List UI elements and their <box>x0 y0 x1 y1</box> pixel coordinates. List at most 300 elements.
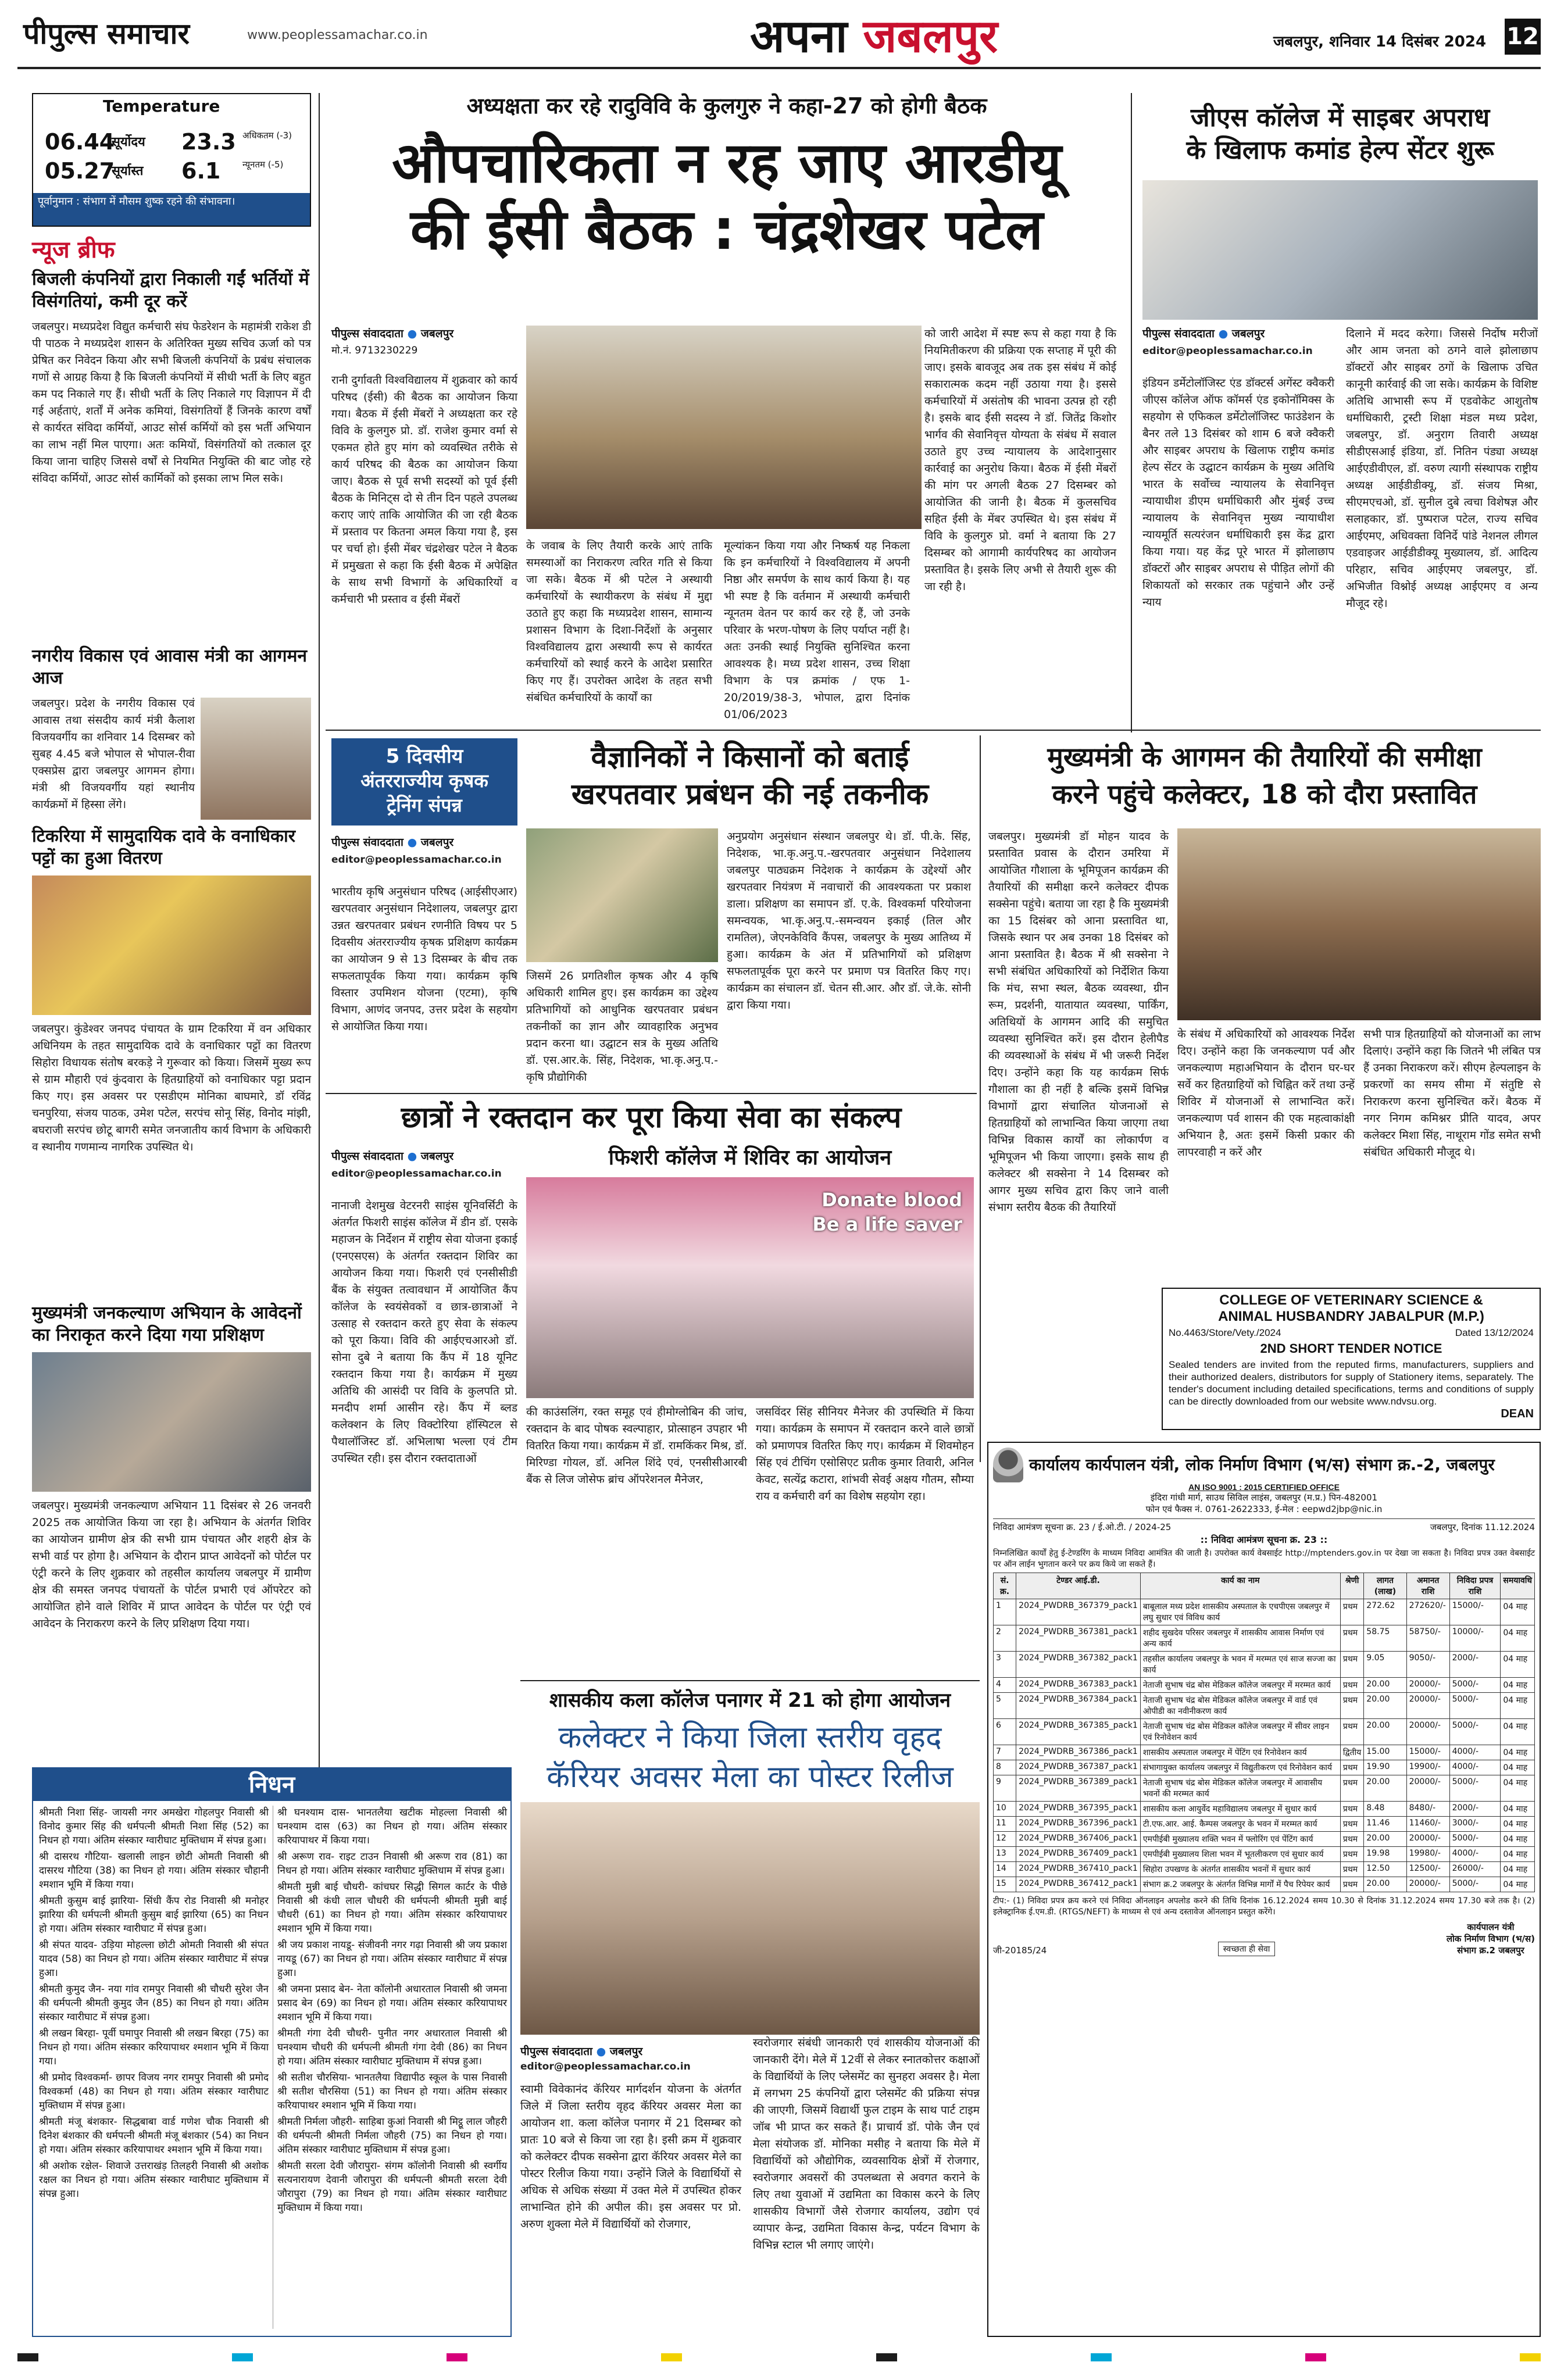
blood-banner-text-2: Be a life saver <box>812 1213 962 1235</box>
byline-name: पीपुल्स संवाददाता <box>520 2045 592 2058</box>
table-cell: 19.98 <box>1364 1847 1406 1862</box>
table-cell: 20000/- <box>1406 1775 1449 1802</box>
table-row <box>994 1745 1535 1760</box>
weather-box <box>32 93 311 227</box>
website-link[interactable]: www.peoplessamachar.co.in <box>247 28 428 42</box>
dateline: जबलपुर, शनिवार 14 दिसंबर 2024 <box>1273 33 1487 51</box>
pwd-sign-2: लोक निर्माण विभाग (भ/स) <box>1446 1934 1535 1944</box>
masthead-rule <box>17 67 1541 69</box>
cm-col-1: जबलपुर। मुख्यमंत्री डॉ मोहन यादव के प्रस्तावित प्रवास के दौरान उमरिया में आयोजित गौशाला के भूमिपूजन कार्यक्रम की तैयारियों की समीक्षा करने कलेक्टर दीपक सक्सेना पहुंचे। बताया जा रहा है कि मुख्यमंत्री का 15 दिसंबर को आना प्रस्तावित था, जिसके स्थान पर अब उनका 18 दिसंबर को आना प्रस्तावित है। बैठक में श्री सक्सेना ने सभी संबंधित अधिकारियों को निर्देशित किया कि मंच, सभा स्थल, बैठक व्यवस्था, ग्रीन रूम, प्रदर्शनी, यातायात व्यवस्था, पार्किंग, अतिथियों के आगमन आदि की समुचित व्यवस्था सुनिश्चित करें। इस दौरान हेलीपैड की व्यवस्थाओं के संबंध में भी जरूरी निर्देश दिए। उन्होंने कहा कि यह कार्यक्रम सिर्फ गौशाला का ही नहीं है बल्कि इसमें विभिन्न विभागों द्वारा संचालित योजनाओं से हितग्राहियों को लाभान्वित किया जाएगा तथा विभिन्न विकास कार्यों का लोकार्पण व भूमिपूजन भी किया जाएगा। इसके साथ ही कलेक्टर श्री सक्सेना ने 14 दिसम्बर को आगर मुख्य सचिव द्वारा किए जाने वाली संभाग स्तरीय बैठक की तैयारियों <box>988 830 1173 1214</box>
table-cell: 19980/- <box>1406 1847 1449 1862</box>
table-cell: 2024_PWDRB_367387_pack1 <box>1016 1760 1141 1775</box>
training-room-photo <box>32 1352 311 1492</box>
career-headline-2: कॅरियर अवसर मेला का पोस्टर रिलीज <box>547 1760 954 1795</box>
table-cell: 7 <box>994 1745 1016 1760</box>
table-cell: 04 माह <box>1501 1652 1535 1678</box>
table-cell: तहसील कार्यालय जबलपुर के भवन में मरम्मत एवं साज सज्जा का कार्य <box>1140 1652 1340 1678</box>
byline-city: जबलपुर <box>1231 327 1265 340</box>
training-box-title-2: अंतरराज्यीय कृषक <box>360 770 488 792</box>
table-cell: 2024_PWDRB_367379_pack1 <box>1016 1599 1141 1625</box>
table-cell: 20.00 <box>1364 1678 1406 1693</box>
table-row <box>994 1599 1535 1625</box>
obituary-entry: श्री अरूण राव- राइट टाउन निवासी श्री अरूण राव (81) का निधन हो गया। अंतिम संस्कार ग्वारीघाट मुक्तिधाम में संपन्न हुआ। <box>277 1851 507 1877</box>
table-row <box>994 1832 1535 1847</box>
byline-name: पीपुल्स संवाददाता <box>331 327 403 340</box>
obituary-title-bar <box>33 1768 510 1801</box>
obituary-entry: श्री जमना प्रसाद बेन- नेता कॉलोनी अधारताल निवासी श्री जमना प्रसाद बेन (69) का निधन हो गया। अंतिम संस्कार करियापाथर श्मशान भूमि में किया गया। <box>277 1984 507 2023</box>
table-cell: 58750/- <box>1406 1625 1449 1652</box>
table-cell: 20.00 <box>1364 1719 1406 1745</box>
table-cell: प्रथम <box>1340 1802 1363 1817</box>
obituary-box <box>32 1767 512 2337</box>
table-cell: 04 माह <box>1501 1862 1535 1877</box>
max-label: अधिकतम (-3) <box>242 130 292 141</box>
table-cell: 272.62 <box>1364 1599 1406 1625</box>
table-cell: 2024_PWDRB_367406_pack1 <box>1016 1832 1141 1847</box>
table-cell: 8480/- <box>1406 1802 1449 1817</box>
lead-col-3: मूल्यांकन किया गया और निष्कर्ष यह निकला कि इन कर्मचारियों ने विश्वविद्यालय में अपनी निष्ठा और समर्पण के साथ कार्य किया है। यह भी स्पष्ट है कि वर्तमान में अस्थायी कर्मचारी न्यूनतम वेतन पर कार्य कर रहे हैं, जो उनके परिवार के भरण-पोषण के लिए पर्याप्त नहीं है। अतः उनकी स्थाई नियुक्ति सुनिश्चित करना आवश्यक है। मध्य प्रदेश शासन, उच्च शिक्षा विभाग के पत्र क्रमांक / एफ 1-20/2019/38-3, भोपाल, द्वारा दिनांक 01/06/2023 <box>724 539 914 721</box>
brand-logo <box>23 13 190 52</box>
table-row <box>994 1877 1535 1892</box>
college-title-1: COLLEGE OF VETERINARY SCIENCE & <box>1219 1292 1483 1308</box>
blood-col-3: जसविंदर सिंह सीनियर मैनेजर की उपस्थिति में किया गया। कार्यक्रम के समापन में रक्तदान करने वाले छात्रों को प्रमाणपत्र वितरित किए गए। कार्यक्रम में शिवमोहन सिंह एवं टीचिंग एसोसिएट प्रतीक कुमार तिवारी, अनिल केवट, सत्येंद्र कटारा, शांभवी सेवई अक्षय गौतम, सौम्या राय व कर्मचारी वर्ग का विशेष सहयोग रहा। <box>756 1406 978 1503</box>
table-row <box>994 1847 1535 1862</box>
section-title-b: जबलपुर <box>863 10 998 63</box>
ec-meeting-photo <box>526 326 922 529</box>
table-cell: 12 <box>994 1832 1016 1847</box>
lead-col-4: को जारी आदेश में स्पष्ट रूप से कहा गया है कि नियमितीकरण की प्रक्रिया एक सप्ताह में पूरी की जाए। इसके बावजूद अब तक इस संबंध में कोई सकारात्मक कदम नहीं उठाया गया है। इससे कर्मचारियों में असंतोष की भावना उत्पन्न हो रही है। इसके बाद ईसी सदस्य ने डॉ. जितेंद्र किशोर भार्गव की सेवानिवृत्त योग्यता के संबंध में सवाल उठाते हुए उच्च न्यायालय के आदेशानुसार कार्रवाई का अनुरोध किया। बैठक में ईसी मेंबरों की मांग पर अगली बैठक 27 दिसम्बर को आयोजित की जानी है। बैठक में कुलसचिव सहित ईसी के मेंबर उपस्थित थे। इस संबंध में विवि के कुलगुरु प्रो. वर्मा ने बताया कि 27 दिसम्बर को आगामी कार्यपरिषद का आयोजन प्रस्तावित है। इसके लिए अभी से तैयारी शुरू की जा रही है। <box>924 327 1120 593</box>
table-cell: 2024_PWDRB_367382_pack1 <box>1016 1652 1141 1678</box>
obituary-entry: श्रीमती सरला देवी जौरापुरा- संगम कॉलोनी निवासी श्री स्वर्गीय सत्यनारायण देवानी जौरापुरा की धर्मपत्नी श्रीमती सरला देवी जौरापुरा (79) का निधन हो गया। अंतिम संस्कार ग्वारीघाट मुक्तिधाम में किया गया। <box>277 2160 507 2214</box>
training-col-1: भारतीय कृषि अनुसंधान परिषद (आईसीएआर) खरपतवार अनुसंधान निदेशालय, जबलपुर द्वारा उन्नत खरपतवार प्रबंधन रणनीति विषय पर 5 दिवसीय अंतरराज्यीय कृषक प्रशिक्षण कार्यक्रम का आयोजन 9 से 13 दिसम्बर के बीच तक सफलतापूर्वक किया गया। कार्यक्रम कृषि विस्तार उपमिशन योजना (एटमा), कृषि विभाग, आणंद जनपद, उत्तर प्रदेश के सहयोग से आयोजित किया गया। <box>331 885 522 1033</box>
table-cell: 12500/- <box>1406 1862 1449 1877</box>
emblem-icon <box>993 1448 1023 1482</box>
masthead <box>0 0 1557 69</box>
obituary-column-1 <box>39 1806 269 2203</box>
obituary-title: निधन <box>248 1771 295 1798</box>
table-cell: 11 <box>994 1817 1016 1832</box>
table-cell: 20000/- <box>1406 1693 1449 1719</box>
table-header-row <box>994 1573 1535 1599</box>
table-cell: 2000/- <box>1449 1802 1501 1817</box>
table-cell: 5000/- <box>1449 1832 1501 1847</box>
obituary-entry: श्री जय प्रकाश नायडू- संजीवनी नगर गढ़ा निवासी श्री जय प्रकाश नायडू (67) का निधन हो गया। अंतिम संस्कार ग्वारीघाट में संपन्न हुआ। <box>277 1939 507 1979</box>
table-cell: 2024_PWDRB_367384_pack1 <box>1016 1693 1141 1719</box>
table-cell: 10000/- <box>1449 1625 1501 1652</box>
table-cell: 9.05 <box>1364 1652 1406 1678</box>
table-cell: 12.50 <box>1364 1862 1406 1877</box>
obituary-entry: श्री प्रमोद विश्वकर्मा- छापर विजय नगर रामपुर निवासी श्री प्रमोद विश्वकर्मा (48) का निधन हो गया। अंतिम संस्कार ग्वारीघाट मुक्तिधाम में संपन्न हुआ। <box>39 2072 269 2111</box>
table-cell: 3 <box>994 1652 1016 1678</box>
table-cell: प्रथम <box>1340 1877 1363 1892</box>
blood-byline: पीपुल्स संवाददाता ● जबलपुर editor@peoplessamachar.co.in <box>331 1148 517 1180</box>
obituary-entry: श्रीमती मंजू बंशकार- सिद्धबाबा वार्ड गणेश चौक निवासी श्री दिनेश बंशकार की धर्मपत्नी श्रीमती मंजू बंशकार (54) का निधन हो गया। अंतिम संस्कार करियापाथर श्मशान भूमि में किया गया। <box>39 2116 269 2156</box>
table-cell: बाबूलाल मध्य प्रदेश शासकीय अस्पताल के एचपीएस जबलपुर में लघु सुधार एवं विविध कार्य <box>1140 1599 1340 1625</box>
table-row <box>994 1719 1535 1745</box>
table-cell: 2024_PWDRB_367395_pack1 <box>1016 1802 1141 1817</box>
pwd-slogan: स्वच्छता ही सेवा <box>1218 1942 1276 1956</box>
table-cell: 2024_PWDRB_367383_pack1 <box>1016 1678 1141 1693</box>
table-cell: 04 माह <box>1501 1802 1535 1817</box>
career-top-rule <box>520 1680 980 1681</box>
brief-headline: मुख्यमंत्री जनकल्याण अभियान के आवेदनों का निराकृत करने दिया गया प्रशिक्षण <box>32 1303 302 1345</box>
table-cell: 04 माह <box>1501 1745 1535 1760</box>
byline-email[interactable]: editor@peoplessamachar.co.in <box>1142 345 1313 357</box>
lead-headline-2: की ईसी बैठक : चंद्रशेखर पटेल <box>410 197 1044 262</box>
table-header-cell: समयावधि <box>1501 1573 1535 1599</box>
training-box-title-1: 5 दिवसीय <box>385 745 463 768</box>
table-cell: प्रथम <box>1340 1832 1363 1847</box>
pwd-tender-table <box>993 1573 1535 1892</box>
table-cell: 2024_PWDRB_367381_pack1 <box>1016 1625 1141 1652</box>
brief-headline: टिकरिया में सामुदायिक दावे के वनाधिकार पट्टों का हुआ वितरण <box>32 826 296 869</box>
cm-visit-headline <box>988 738 1541 813</box>
table-cell: नेताजी सुभाष चंद्र बोस मेडिकल कॉलेज जबलपुर में आवासीय भवनों की मरम्मत कार्य <box>1140 1775 1340 1802</box>
table-cell: 58.75 <box>1364 1625 1406 1652</box>
table-cell: 9 <box>994 1775 1016 1802</box>
table-cell: 2024_PWDRB_367412_pack1 <box>1016 1877 1141 1892</box>
college-signatory: DEAN <box>1501 1407 1534 1420</box>
table-cell: प्रथम <box>1340 1847 1363 1862</box>
cm-col-2: के संबंध में अधिकारियों को आवश्यक निर्देश दिए। उन्होंने कहा कि जनकल्याण पर्व और जनकल्याण महाअभियान के दौरान घर-घर सर्वे कर हितग्राहियों को चिह्नित करें तथा उन्हें शिविर में योजनाओं से लाभान्वित करें। जनकल्याण पर्व शासन की एक महत्वाकांक्षी अभियान है, अतः इसमें किसी प्रकार की लापरवाही न करें और <box>1177 1028 1359 1159</box>
table-header-cell: निविदा प्रपत्र राशि <box>1449 1573 1501 1599</box>
brief-item-2 <box>32 645 311 813</box>
table-cell: नेताजी सुभाष चंद्र बोस मेडिकल कॉलेज जबलपुर में वार्ड एवं ओपीडी का नवीनीकरण कार्य <box>1140 1693 1340 1719</box>
registration-bar <box>17 2353 1541 2365</box>
table-cell: 04 माह <box>1501 1775 1535 1802</box>
table-cell: 20000/- <box>1406 1678 1449 1693</box>
table-cell: 14 <box>994 1862 1016 1877</box>
table-cell: 20.00 <box>1364 1877 1406 1892</box>
table-cell: 272620/- <box>1406 1599 1449 1625</box>
college-ref-no: No.4463/Store/Vety./2024 <box>1169 1327 1281 1338</box>
lead-col-1: रानी दुर्गावती विश्वविद्यालय में शुक्रवार को कार्य परिषद (ईसी) की बैठक का आयोजन किया गया। बैठक में ईसी मेंबरों ने अध्यक्षता कर रहे विवि के कुलगुरु प्रो. डॉ. राजेश कुमार वर्मा से एकमत होते हुए मांग को व्यवस्थित तरीके से कार्य परिषद की बैठक का आयोजन किया जाए। बैठक से पूर्व सभी सदस्यों को पूर्व ईसी बैठक के मिनिट्स दो से तीन दिन पहले उपलब्ध कराए जाएं ताकि आयोजित की जा रही बैठक में प्रस्ताव पर कितना अमल किया गया है, इस पर चर्चा हो। ईसी मेंबर चंद्रशेखर पटेल ने बैठक में प्रमुखता से कहा कि ईसी बैठक में अपेक्षित के साथ सभी विभागों के अधिकारियों व कर्मचारी भी प्रस्ताव व ईसी मेंबरों <box>331 374 522 606</box>
byline-city: जबलपुर <box>420 327 454 340</box>
table-cell: संभागायुक्त कार्यालय जबलपुर में विद्युतीकरण एवं रिनोवेशन कार्य <box>1140 1760 1340 1775</box>
blood-col-1: नानाजी देशमुख वेटरनरी साइंस यूनिवर्सिटी के अंतर्गत फिशरी साइंस कॉलेज में डीन डॉ. एसके महाजन के निर्देशन में राष्ट्रीय सेवा योजना इकाई (एनएसएस) के अंतर्गत रक्तदान शिविर का आयोजन किया गया। फिशरी एवं एनसीसीडी बैंक के संयुक्त तत्वावधान में आयोजित कैंप कॉलेज के स्वयंसेवकों व छात्र-छात्राओं ने उत्साह से रक्तदान करते हुए सेवा के संकल्प को पूरा किया। विवि की आईएचआरओ डॉ. सोना दुबे ने बताया कि कैंप में 18 यूनिट रक्तदान किया गया है। कार्यक्रम में मुख्य अतिथि की आसंदी पर विवि के कुलपति प्रो. मनदीप शर्मा आसीन रहे। कैंप में ब्लड कलेक्शन के लिए विक्टोरिया हॉस्पिटल से पैथालॉजिस्ट डॉ. अभिलाषा भल्ला एवं टीम उपस्थित रही। इस दौरान रक्तदाताओं <box>331 1199 522 1465</box>
sunset-time: 05.27 <box>45 158 115 184</box>
college-notice-body: Sealed tenders are invited from the reputed firms, manufacturers, suppliers and their authorized dealers, distributors for supply of Stationery items, separately. The tender's document including detailed specifications, terms and conditions of supply can be directly downloaded from our website www.ndvsu.org. <box>1169 1359 1534 1407</box>
table-cell: 15000/- <box>1406 1745 1449 1760</box>
table-row <box>994 1652 1535 1678</box>
table-cell: 15 <box>994 1877 1016 1892</box>
table-cell: 26000/- <box>1449 1862 1501 1877</box>
table-cell: 20.00 <box>1364 1775 1406 1802</box>
table-cell: 4000/- <box>1449 1847 1501 1862</box>
obituary-entry: श्रीमती कुमुद जैन- नया गांव रामपुर निवासी श्री चौधरी सुरेश जैन की धर्मपत्नी श्रीमती कुमुद जैन (85) का निधन हो गया। अंतिम संस्कार ग्वारीघाट में संपन्न हुआ। <box>39 1984 269 2023</box>
table-cell: टी.एफ.आर. आई. कैम्पस जबलपुर के भवन में मरम्मत कार्य <box>1140 1817 1340 1832</box>
table-cell: 20.00 <box>1364 1832 1406 1847</box>
table-row <box>994 1625 1535 1652</box>
table-cell: 04 माह <box>1501 1817 1535 1832</box>
table-cell: प्रथम <box>1340 1719 1363 1745</box>
college-notice-title: 2ND SHORT TENDER NOTICE <box>1260 1341 1442 1356</box>
training-box <box>331 738 517 826</box>
career-byline: पीपुल्स संवाददाता ● जबलपुर editor@peoplessamachar.co.in <box>520 2043 980 2072</box>
brief-item-3 <box>32 826 315 1156</box>
career-headline <box>520 1718 980 1797</box>
table-row <box>994 1678 1535 1693</box>
table-cell: 9050/- <box>1406 1652 1449 1678</box>
table-cell: 5 <box>994 1693 1016 1719</box>
table-cell: 11460/- <box>1406 1817 1449 1832</box>
pwd-iso: AN ISO 9001 : 2015 CERTIFIED OFFICE <box>1188 1482 1340 1492</box>
table-cell: नेताजी सुभाष चंद्र बोस मेडिकल कॉलेज जबलपुर में सीवर लाइन एवं रिनोवेशन कार्य <box>1140 1719 1340 1745</box>
pwd-date: जबलपुर, दिनांक 11.12.2024 <box>1430 1522 1535 1532</box>
table-cell: 4000/- <box>1449 1745 1501 1760</box>
forest-rights-photo <box>32 875 311 1015</box>
byline-email[interactable]: editor@peoplessamachar.co.in <box>331 1168 502 1180</box>
table-cell: 04 माह <box>1501 1625 1535 1652</box>
table-cell: 5000/- <box>1449 1693 1501 1719</box>
obituary-entry: श्रीमती निर्मला जौहरी- साहिबा कुआं निवासी श्री मिट्ठू लाल जौहरी की धर्मपत्नी श्रीमती निर्मला जौहरी (75) का निधन हो गया। अंतिम संस्कार ग्वारीघाट मुक्तिधाम में संपन्न हुआ। <box>277 2116 507 2156</box>
table-cell: 2024_PWDRB_367410_pack1 <box>1016 1862 1141 1877</box>
cyber-col-1: इंडियन डर्मेटोलॉजिस्ट एंड डॉक्टर्स अगेंस्ट क्वैकरी जीएस कॉलेज ऑफ कॉमर्स एंड इकोनॉमिक्स के सहयोग से एफिकल डर्मेटोलॉजिस्ट फाउंडेशन के बैनर तले 13 दिसंबर को शाम 6 बजे क्वैकरी और साइबर अपराध के खिलाफ राष्ट्रीय कमांड हेल्प सेंटर के उद्घाटन कार्यक्रम के मुख्य अतिथि भारत के सर्वोच्च न्यायालय के सेवानिवृत्त न्यायाधीश डीएम धर्माधिकारी और मुंबई उच्च न्यायालय के सेवानिवृत्त मुख्य न्यायाधीश न्यायमूर्ति सत्यरंजन धर्माधिकारी इस केंद्र द्वारा किया गया। यह केंद्र पूरे भारत में झोलाछाप डॉक्टरों और साइबर अपराध से पीड़ित लोगों की शिकायतों को सरकार तक पहुंचाने और उन्हें न्याय <box>1142 377 1338 609</box>
table-cell: 04 माह <box>1501 1693 1535 1719</box>
training-box-title-3: ट्रेनिंग संपन्न <box>387 794 462 816</box>
table-cell: एमपीईबी मुख्यालय शिला भवन में भूतलीकरण एवं सुधार कार्य <box>1140 1847 1340 1862</box>
obituary-entry: श्रीमती मुन्नी बाई चौधरी- कांचघर सिद्धी सिगल कार्टर के पीछे निवासी श्री कंधी लाल चौधरी की धर्मपत्नी श्रीमती मुन्नी बाई चौधरी (61) का निधन हो गया। अंतिम संस्कार करियापाथर श्मशान भूमि में किया गया। <box>277 1881 507 1935</box>
table-cell: 3000/- <box>1449 1817 1501 1832</box>
obituary-entry: श्री संपत यादव- उड़िया मोहल्ला छोटी ओमती निवासी श्री संपत यादव (58) का निधन हो गया। अंतिम संस्कार ग्वारीघाट में संपन्न हुआ। <box>39 1939 269 1979</box>
news-brief-label: न्यूज ब्रीफ <box>32 237 115 263</box>
brief-body: जबलपुर। मध्यप्रदेश विद्युत कर्मचारी संघ फेडरेशन के महामंत्री राकेश डी पी पाठक ने मध्यप्रदेश शासन के अतिरिक्त मुख्य सचिव ऊर्जा को पत्र प्रेषित कर निवेदन किया और सभी बिजली कंपनियों के प्रबंध संचालक गणों से आग्रह किया है कि बिजली कंपनियों में सीधी भर्ती के लिए बहुत कम पद निकाले गए हैं। सीधी भर्ती के लिए निकाले गए विज्ञापन में दी गई अर्हताएं, शर्तों में अनेक कमियां, विसंगतियों हैं जिनके कारण वर्षों से कार्यरत संविदा कर्मियों, आउट सोर्स कर्मियों को इस भर्ती अभियान का लाभ नहीं मिल पाएगा। अतः कमियों, विसंगतियों को तत्काल दूर किया जाना चाहिए जिससे वर्षों से नियमित नियुक्ति की बाट जोह रहे संविदा कर्मियों, आउट सोर्स कार्मिकों को इसका लाभ मिल सके। <box>32 320 315 485</box>
blood-col-2: की काउंसलिंग, रक्त समूह एवं हीमोग्लोबिन की जांच, रक्तदान के बाद पोषक स्वल्पाहार, प्रोत्साहन उपहार भी वितरित किया गया। कार्यक्रम में डॉ. रामकिंकर मिश्र, डॉ. मिरिण्डा गोयल, डॉ. अनिल शिंदे एवं, एनसीसीआरबी बैंक से लिज जोसेफ ब्रांच ऑपरेशनल मैनेजर, <box>526 1406 751 1486</box>
table-cell: 04 माह <box>1501 1678 1535 1693</box>
cyber-byline: पीपुल्स संवाददाता ● जबलपुर editor@peoplessamachar.co.in <box>1142 326 1334 357</box>
table-cell: 2024_PWDRB_367396_pack1 <box>1016 1817 1141 1832</box>
table-cell: 5000/- <box>1449 1877 1501 1892</box>
table-cell: 20000/- <box>1406 1832 1449 1847</box>
table-cell: नेताजी सुभाष चंद्र बोस मेडिकल कॉलेज जबलपुर में मरम्मत कार्य <box>1140 1678 1340 1693</box>
table-row <box>994 1775 1535 1802</box>
table-cell: 19.90 <box>1364 1760 1406 1775</box>
collector-meeting-photo <box>1177 828 1541 1020</box>
college-dated: Dated 13/12/2024 <box>1455 1327 1534 1338</box>
table-cell: प्रथम <box>1340 1652 1363 1678</box>
obituary-entry: श्रीमती गंगा देवी चौधरी- पुनीत नगर अधारताल निवासी श्री घनश्याम चौधरी की धर्मपत्नी श्रीमती गंगा देवी (86) का निधन हो गया। अंतिम संस्कार ग्वारीघाट मुक्तिधाम में संपन्न हुआ। <box>277 2028 507 2067</box>
brief-body: जबलपुर। मुख्यमंत्री जनकल्याण अभियान 11 दिसंबर से 26 जनवरी 2025 तक आयोजित किया जा रहा है। अभियान के अंतर्गत शिविर का आयोजन ग्रामीण क्षेत्र की सभी ग्राम पंचायत और शहरी क्षेत्र के सभी वार्ड पर होगा है। अभियान के दौरान प्राप्त आवेदनों को पोर्टल पर एंट्री करने के लिए शुक्रवार को तहसील कार्यालय जबलपुर में ग्रामीण क्षेत्र की समस्त जनपद पंचायतों के पोर्टल प्रभारी एवं ऑपरेटर को आयोजित होने वाले शिविर में प्राप्त आवेदन के पोर्टल पर एंट्री एवं आवेदन के निराकरण करने के लिए प्रशिक्षण दिया गया। <box>32 1499 315 1630</box>
table-cell: 2024_PWDRB_367385_pack1 <box>1016 1719 1141 1745</box>
table-cell: 5000/- <box>1449 1678 1501 1693</box>
cyber-headline-2: के खिलाफ कमांड हेल्प सेंटर शुरू <box>1186 135 1494 165</box>
table-cell: 04 माह <box>1501 1847 1535 1862</box>
table-cell: शासकीय कला आयुर्वेद महाविद्यालय जबलपुर में सुधार कार्य <box>1140 1802 1340 1817</box>
table-cell: शासकीय अस्पताल जबलपुर में पेंटिंग एवं रिनोवेशन कार्य <box>1140 1745 1340 1760</box>
table-cell: प्रथम <box>1340 1760 1363 1775</box>
cyber-seminar-photo <box>1142 180 1538 320</box>
cm-headline-2: करने पहुंचे कलेक्टर, 18 को दौरा प्रस्तावित <box>1052 778 1477 810</box>
table-cell: 11.46 <box>1364 1817 1406 1832</box>
table-cell: प्रथम <box>1340 1693 1363 1719</box>
brief-headline: बिजली कंपनियों द्वारा निकाली गईं भर्तियों में विसंगतियां, कमी दूर करें <box>32 269 309 312</box>
table-cell: 04 माह <box>1501 1877 1535 1892</box>
table-row <box>994 1802 1535 1817</box>
table-cell: सिहोरा उपखण्ड के अंतर्गत शासकीय भवनों में सुधार कार्य <box>1140 1862 1340 1877</box>
table-cell: 20000/- <box>1406 1719 1449 1745</box>
table-header-cell: टेण्डर आई.डी. <box>1016 1573 1141 1599</box>
cyber-headline-1: जीएस कॉलेज में साइबर अपराध <box>1190 103 1490 133</box>
min-temp: 6.1 <box>181 158 221 184</box>
obituary-entry: श्री अशोक रक्षेल- शिवाजे उत्तराखंड़ तिलहरी निवासी श्री अशोक रक्षल का निधन हो गया। अंतिम संस्कार ग्वारीघाट मुक्तिधाम में संपन्न हुआ। <box>39 2160 269 2200</box>
weather-title: Temperature <box>103 97 220 116</box>
training-headline-2: खरपतवार प्रबंधन की नई तकनीक <box>571 777 929 811</box>
table-cell: प्रथम <box>1340 1862 1363 1877</box>
table-header-cell: लागत (लाख) <box>1364 1573 1406 1599</box>
byline-city: जबलपुर <box>609 2045 643 2058</box>
table-row <box>994 1862 1535 1877</box>
table-cell: 04 माह <box>1501 1760 1535 1775</box>
table-header-cell: अमानत राशि <box>1406 1573 1449 1599</box>
pwd-subhead: :: निविदा आमंत्रण सूचना क्र. 23 :: <box>1200 1534 1328 1545</box>
training-headline <box>526 738 974 813</box>
center-right-rule <box>1131 93 1132 732</box>
table-cell: 04 माह <box>1501 1599 1535 1625</box>
table-row <box>994 1760 1535 1775</box>
table-cell: 13 <box>994 1847 1016 1862</box>
table-header-cell: श्रेणी <box>1340 1573 1363 1599</box>
training-col-2: जिसमें 26 प्रगतिशील कृषक और 4 कृषि अधिकारी शामिल हुए। इस कार्यक्रम का उद्देश्य प्रतिभागियों को आधुनिक खरपतवार प्रबंधन तकनीकों का ज्ञान और व्यावहारिक अनुभव प्रदान करना था। उद्घाटन सत्र के मुख्य अतिथि डॉ. एस.आर.के. सिंह, निदेशक, भा.कृ.अनु.प.-कृषि प्रौद्योगिकी <box>526 970 722 1084</box>
cyber-headline <box>1142 102 1538 167</box>
byline-email[interactable]: editor@peoplessamachar.co.in <box>331 854 502 866</box>
table-cell: 15000/- <box>1449 1599 1501 1625</box>
obituary-entry: श्री सतीश चौरसिया- भानतलैया विद्यापीठ स्कूल के पास निवासी श्री सतीश चौरसिया (51) का निधन हो गया। अंतिम संस्कार करियापाथर श्मशान भूमि में किया गया। <box>277 2072 507 2111</box>
pwd-code: जी-20185/24 <box>993 1945 1047 1956</box>
table-cell: 8 <box>994 1760 1016 1775</box>
blood-subhead: फिशरी कॉलेज में शिविर का आयोजन <box>608 1146 892 1170</box>
training-cm-rule <box>980 735 981 1462</box>
obituary-entry: श्री लखन बिरहा- पूर्वी घमापुर निवासी श्री लखन बिरहा (75) का निधन हो गया। अंतिम संस्कार करियापाथर श्मशान भूमि में किया गया। <box>39 2028 269 2067</box>
blood-camp-photo <box>526 1177 974 1398</box>
byline-name: पीपुल्स संवाददाता <box>1142 327 1215 340</box>
table-cell: प्रथम <box>1340 1775 1363 1802</box>
pwd-sign-1: कार्यपालन यंत्री <box>1467 1922 1515 1932</box>
table-cell: 4 <box>994 1678 1016 1693</box>
sunrise-time: 06.44 <box>45 129 115 155</box>
blood-top-rule <box>326 1093 977 1094</box>
lead-headline-1: औपचारिकता न रह जाए आरडीयू <box>392 130 1062 195</box>
table-cell: 2024_PWDRB_367409_pack1 <box>1016 1847 1141 1862</box>
college-title-2: ANIMAL HUSBANDRY JABALPUR (M.P.) <box>1218 1309 1484 1324</box>
table-cell: 20000/- <box>1406 1877 1449 1892</box>
table-cell: 2024_PWDRB_367386_pack1 <box>1016 1745 1141 1760</box>
brief-body: जबलपुर। कुंडेश्वर जनपद पंचायत के ग्राम टिकरिया में वन अधिकार अधिनियम के तहत सामुदायिक दावे के वनाधिकार पट्टों का वितरण सिहोरा विधायक संतोष बरकड़े ने गुरूवार को किया। जिसमें मुख्य रूप से ग्राम मौहारी एवं कुंदवारा के हितग्राहियों को वनाधिकार पट्टा प्रदान किए गए। इस अवसर पर एसडीएम मोनिका बाघमारे, डॉ रविंद्र चनपुरिया, संजय पाठक, उमेश पटेल, सरपंच सोनू सिंह, विनोद मांझी, बघराजी सरपंच छोटू बागरी समेत जनजातीय कार्य विभाग के अधिकारी व स्थानीय गणमान्य नागरिक उपस्थित थे। <box>32 1023 315 1153</box>
career-col-2: स्वरोजगार संबंधी जानकारी एवं शासकीय योजनाओं की जानकारी देंगे। मेले में 12वीं से लेकर स्नातकोत्तर कक्षाओं के विद्यार्थियों के लिए प्लेसमेंट का सुनहरा अवसर है। मेला में लगभग 25 कंपनियों द्वारा प्लेसमेंट की प्रक्रिया संपन्न की जाएगी, जिसमें विद्यार्थी फुल टाइम के साथ पार्ट टाइम जॉब भी प्राप्त कर सकते हैं। प्राचार्य डॉ. पोके जैन एवं मेला संयोजक डॉ. मोनिका मसीह ने बताया कि मेले में विद्यार्थियों को औद्योगिक, व्यवसायिक क्षेत्रों में रोजगार, स्वरोजगार अवसरों की उपलब्धता से अवगत कराने के लिए तथा युवाओं में उद्यमिता का विकास करने के लिए शासकीय विभागों जैसे रोजगार कार्यालय, उद्योग एवं व्यापार केन्द्र, उद्यमिता विकास केन्द्र, पर्यटन विभाग के विभिन्न स्टाल भी लगाए जाएंगे। <box>753 2036 984 2252</box>
forecast-bar: पूर्वानुमान : संभाग में मौसम शुष्क रहने की संभावना। <box>33 193 310 226</box>
table-row <box>994 1817 1535 1832</box>
table-cell: 15.00 <box>1364 1745 1406 1760</box>
pwd-notice-no: निविदा आमंत्रण सूचना क्र. 23 / ई.ओ.टी. / 2024-25 <box>993 1522 1172 1532</box>
brief-item-1 <box>32 269 315 487</box>
table-cell: द्वितीय <box>1340 1745 1363 1760</box>
table-cell: 6 <box>994 1719 1016 1745</box>
table-cell: 1 <box>994 1599 1016 1625</box>
obituary-entry: श्रीमती निशा सिंह- जायसी नगर अमखेरा गोहलपुर निवासी श्री विनोद कुमार सिंह की धर्मपत्नी श्रीमती निशा सिंह (52) का निधन हो गया। अंतिम संस्कार ग्वारीघाट मुक्तिधाम में संपन्न हुआ। <box>39 1807 269 1846</box>
training-col-3: अनुप्रयोग अनुसंधान संस्थान जबलपुर थे। डॉ. पी.के. सिंह, निदेशक, भा.कृ.अनु.प.-खरपतवार अनुसंधान निदेशालय जबलपुर पाठ्यक्रम निदेशक ने कार्यक्रम के उद्देश्यों और खरपतवार नियंत्रण में नवाचारों की आवश्यकता पर प्रकाश डाला। प्रशिक्षण का समापन डॉ. ए.के. विश्वकर्मा परियोजना समन्वयक, भा.कृ.अनु.प.-समन्वयन इकाई (तिल और रामतिल), जेएनकेविवि कैंपस, जबलपुर के मुख्य आतिथ्य में हुआ। कार्यक्रम के अंत में प्रतिभागियों को प्रशिक्षण सफलतापूर्वक पूरा करने पर प्रमाण पत्र वितरित किए गए। कार्यक्रम का संचालन डॉ. चेतन सी.आर. और डॉ. जे.के. सोनी द्वारा किया गया। <box>727 830 975 1012</box>
brief-item-4 <box>32 1302 315 1632</box>
table-cell: शहीद सुखदेव परिसर जबलपुर में शासकीय आवास निर्माण एवं अन्य कार्य <box>1140 1625 1340 1652</box>
blood-banner-text-1: Donate blood <box>822 1189 962 1211</box>
poster-release-photo <box>520 1802 980 2035</box>
minister-photo <box>201 698 311 820</box>
table-cell: 5000/- <box>1449 1719 1501 1745</box>
byline-city: जबलपुर <box>420 836 454 849</box>
farmers-group-photo <box>526 828 718 962</box>
section-title-a: अपना <box>750 10 848 63</box>
max-temp: 23.3 <box>181 129 236 155</box>
pwd-title: कार्यालय कार्यपालन यंत्री, लोक निर्माण विभाग (भ/स) संभाग क्र.-2, जबलपुर <box>1029 1455 1495 1474</box>
obituary-entry: श्री घनश्याम दास- भानतलैया खटीक मोहल्ला निवासी श्री घनश्याम दास (63) का निधन हो गया। अंतिम संस्कार करियापाथर में किया गया। <box>277 1807 507 1846</box>
blood-headline: छात्रों ने रक्तदान कर पूरा किया सेवा का संकल्प <box>401 1100 902 1134</box>
lead-col-2: के जवाब के लिए तैयारी करके आएं ताकि समस्याओं का निराकरण त्वरित गति से किया जा सके। बैठक में श्री पटेल ने अस्थायी कर्मचारियों के स्थायीकरण के संबंध में मुद्दा उठाते हुए कहा कि मध्यप्रदेश शासन, सामान्य प्रशासन विभाग के दिशा-निर्देशों के अनुसार विश्वविद्यालय द्वारा अस्थायी रूप से कार्यरत कर्मचारियों को स्थाई करने के आदेश प्रसारित किए गए हैं। उपरोक्त आदेश के तहत सभी संबंधित कर्मचारियों के कार्यों का <box>526 539 716 704</box>
table-header-cell: कार्य का नाम <box>1140 1573 1340 1599</box>
table-cell: 2000/- <box>1449 1652 1501 1678</box>
pwd-sign-3: संभाग क्र.2 जबलपुर <box>1457 1945 1524 1956</box>
cyber-col-2: दिलाने में मदद करेगा। जिससे निर्दोष मरीजों और आम जनता को ठगने वाले झोलाछाप डॉक्टरों और साइबर ठगों के खिलाफ उचित कानूनी कार्रवाई की जा सके। कार्यक्रम के विशिष्ट अतिथि आभासी रूप में एडवोकेट आशुतोष धर्माधिकारी, ट्रस्टी शिक्षा मंडल मध्य प्रदेश, जबलपुर, डॉ. अनुराग तिवारी अध्यक्ष सीडीएसआई इंडिया, डॉ. नितिन पंड्या अध्यक्ष आईएडीवीएल, डॉ. वरुण त्यागी संस्थापक राष्ट्रीय अध्यक्ष आईडीडीक्यू, डॉ. संजय मिश्रा, सीएमएचओ, डॉ. सुनील दुबे त्वचा विशेषज्ञ और सलाहकार, डॉ. पुष्पराज पटेल, राज्य सचिव आईएमए, अधिवक्ता विनिर्दे पांडे नेशनल लीगल एडवाइजर आईडीडीक्यू मुख्यालय, डॉ. आदित्य परिहार, सचिव आईएमए जबलपुर, डॉ. अभिजीत विश्नोई अध्यक्ष आईएमए व अन्य मौजूद रहे। <box>1346 327 1542 610</box>
table-cell: 04 माह <box>1501 1832 1535 1847</box>
table-cell: प्रथम <box>1340 1625 1363 1652</box>
table-cell: 4000/- <box>1449 1760 1501 1775</box>
table-cell: 20.00 <box>1364 1693 1406 1719</box>
pwd-footer-note: टीप:- (1) निविदा प्रपत्र क्रय करने एवं निविदा ऑनलाइन अपलोड करने की तिथि दिनांक 16.12.2024 समय 10.30 से दिनांक 31.12.2024 समय 17.30 बजे तक है। (2) इलेक्ट्रानिक ई.एम.डी. (RTGS/NEFT) के माध्यम से एवं अन्य दस्तावेज ऑनलाइन प्रस्तुत करेंगे। <box>993 1896 1535 1917</box>
training-headline-1: वैज्ञानिकों ने किसानों को बताई <box>591 740 909 774</box>
byline-email[interactable]: editor@peoplessamachar.co.in <box>520 2061 691 2072</box>
byline-name: पीपुल्स संवाददाता <box>331 836 403 849</box>
pwd-contact: फोन एवं फैक्स नं. 0761-2622333, ई-मेल : eepwd2jbp@nic.in <box>1145 1504 1383 1514</box>
pwd-intro: निम्नलिखित कार्यों हेतु ई-टेण्डरिंग के माध्यम निविदा आमंत्रित की जाती है। उपरोक्त कार्य वेबसाईट http://mptenders.gov.in पर देखा जा सकता है। निविदा प्रपत्र उक्त वेबसाईट पर ऑन लाईन भुगतान करने पर क्रय किये जा सकते हैं। <box>993 1549 1535 1569</box>
career-headline-1: कलेक्टर ने किया जिला स्तरीय वृहद <box>558 1720 942 1755</box>
brief-headline: नगरीय विकास एवं आवास मंत्री का आगमन आज <box>32 646 308 688</box>
cm-col-3: सभी पात्र हितग्राहियों को योजनाओं का लाभ दिलाएं। उन्होंने कहा कि जितने भी लंबित पत्र हैं उनका निराकरण करें। सीएम हेल्पलाइन के प्रकरणों का समय सीमा में संतुष्टि से निराकरण करना सुनिश्चित करें। बैठक में नगर निगम कमिश्नर प्रीति यादव, अपर कलेक्टर मिशा सिंह, नाथूराम गोंड समेत सभी संबंधित अधिकारी मौजूद थे। <box>1363 1028 1545 1159</box>
obituary-entry: श्रीमती कुसुम बाई झारिया- सिंधी कैंप रोड निवासी श्री मनोहर झारिया की धर्मपत्नी श्रीमती कुसुम बाई झारिया (65) का निधन हो गया। अंतिम संस्कार ग्वारीघाट में संपन्न हुआ। <box>39 1895 269 1935</box>
left-column-rule <box>319 93 320 1767</box>
mid-hrule <box>326 730 1541 731</box>
section-title <box>750 3 998 65</box>
brief-body: जबलपुर। प्रदेश के नगरीय विकास एवं आवास तथा संसदीय कार्य मंत्री कैलाश विजयवर्गीय का शनिवार 14 दिसम्बर को सुबह 4.45 बजे भोपाल से भोपाल-रीवा एक्सप्रेस द्वारा जबलपुर आगमन होगा। मंत्री श्री विजयवर्गीय यहां स्थानीय कार्यक्रमों में हिस्सा लेंगे। <box>32 697 199 811</box>
pwd-address: इंदिरा गांधी मार्ग, साउथ सिविल लाइंस, जबलपुर (म.प्र.) पिन-482001 <box>1150 1492 1378 1503</box>
table-cell: 19900/- <box>1406 1760 1449 1775</box>
lead-byline: पीपुल्स संवाददाता ● जबलपुर मो.नं. 9713230229 <box>331 326 517 356</box>
byline-name: पीपुल्स संवाददाता <box>331 1150 403 1163</box>
table-cell: 04 माह <box>1501 1719 1535 1745</box>
career-col-1: स्वामी विवेकानंद कॅरियर मार्गदर्शन योजना के अंतर्गत जिले में जिला स्तरीय वृहद कॅरियर अवसर मेला का आयोजन शा. कला कॉलेज पनागर में 21 दिसम्बर को प्रातः 10 बजे से किया जा रहा है। इसी क्रम में शुक्रवार को कलेक्टर दीपक सक्सेना द्वारा कॅरियर अवसर मेले का पोस्टर रिलीज किया गया। उन्होंने जिले के विद्यार्थियों से अधिक से अधिक संख्या में उक्त मेले में उपस्थित होकर लाभान्वित होने की अपील की। इस अवसर पर प्रो. अरुण शुक्ला मेले में विद्यार्थियों को रोजगार, <box>520 2083 745 2231</box>
byline-city: जबलपुर <box>420 1150 454 1163</box>
table-cell: 5000/- <box>1449 1775 1501 1802</box>
training-byline: पीपुल्स संवाददाता ● जबलपुर editor@peoplessamachar.co.in <box>331 834 517 866</box>
table-cell: 8.48 <box>1364 1802 1406 1817</box>
table-cell: एमपीईबी मुख्यालय शक्ति भवन में फ्लोरिंग एवं पेंटिंग कार्य <box>1140 1832 1340 1847</box>
sunrise-label: सूर्योदय <box>112 135 145 149</box>
table-cell: प्रथम <box>1340 1817 1363 1832</box>
table-cell: प्रथम <box>1340 1678 1363 1693</box>
brand-name: पीपुल्स समाचार <box>23 17 190 51</box>
career-kicker: शासकीय कला कॉलेज पनागर में 21 को होगा आयोजन <box>549 1689 951 1712</box>
table-cell: संभाग क्र.2 जबलपुर के अंतर्गत विभिन्न मार्गों में पैच रिपेयर कार्य <box>1140 1877 1340 1892</box>
cm-headline-1: मुख्यमंत्री के आगमन की तैयारियों की समीक्षा <box>1047 741 1482 773</box>
obituary-entry: श्री दासरथ गौटिया- खलासी लाइन छोटी ओमती निवासी श्री दासरथ गौटिया (38) का निधन हो गया। अंतिम संस्कार चौहानी श्मशान भूमि में किया गया। <box>39 1851 269 1891</box>
table-cell: प्रथम <box>1340 1599 1363 1625</box>
page-number: 12 <box>1505 19 1541 55</box>
byline-mobile: मो.नं. 9713230229 <box>331 345 418 356</box>
table-cell: 10 <box>994 1802 1016 1817</box>
obituary-column-2 <box>277 1806 507 2217</box>
table-cell: 2024_PWDRB_367389_pack1 <box>1016 1775 1141 1802</box>
min-label: न्यूनतम (-5) <box>242 159 284 170</box>
sunset-label: सूर्यास्त <box>112 164 144 178</box>
table-row <box>994 1693 1535 1719</box>
table-cell: 2 <box>994 1625 1016 1652</box>
table-header-cell: सं. क्र. <box>994 1573 1016 1599</box>
